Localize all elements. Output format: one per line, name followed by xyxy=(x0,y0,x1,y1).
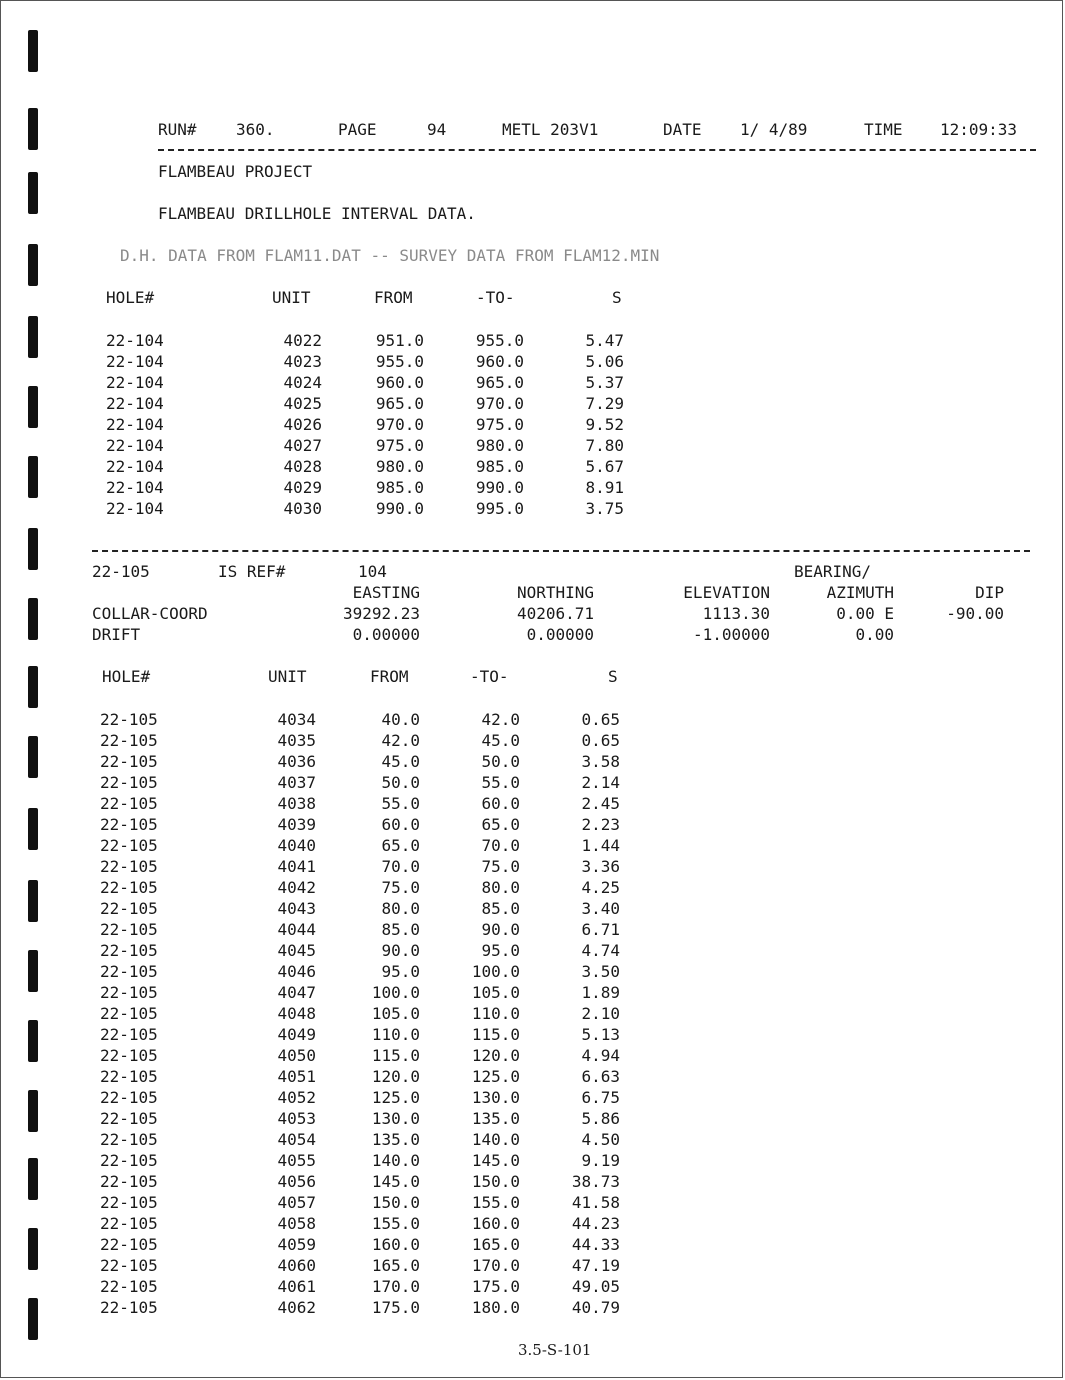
cell-from: 135.0 xyxy=(371,1130,420,1149)
cell-to: 115.0 xyxy=(471,1025,520,1044)
metl-code: METL 203V1 xyxy=(502,120,599,139)
col-to: -TO- xyxy=(476,288,515,307)
source-line: D.H. DATA FROM FLAM11.DAT -- SURVEY DATA FROM FLAM12.MIN xyxy=(120,246,660,265)
project-title: FLAMBEAU PROJECT xyxy=(158,162,313,181)
cell-from: 175.0 xyxy=(371,1298,420,1317)
cell-to: 985.0 xyxy=(475,457,524,476)
cell-unit: 4046 xyxy=(277,962,316,981)
cell-hole: 22-105 xyxy=(100,1046,158,1065)
cell-unit: 4050 xyxy=(277,1046,316,1065)
drift-label: DRIFT xyxy=(92,625,141,644)
cell-s: 8.91 xyxy=(585,478,624,497)
cell-to: 65.0 xyxy=(481,815,520,834)
cell-unit: 4055 xyxy=(277,1151,316,1170)
cell-hole: 22-105 xyxy=(100,962,158,981)
cell-from: 965.0 xyxy=(375,394,424,413)
cell-from: 110.0 xyxy=(371,1025,420,1044)
time-value: 12:09:33 xyxy=(940,120,1018,139)
cell-hole: 22-105 xyxy=(100,752,158,771)
cell-unit: 4054 xyxy=(277,1130,316,1149)
cell-hole: 22-105 xyxy=(100,1067,158,1086)
dip-label: DIP xyxy=(975,583,1004,602)
cell-unit: 4035 xyxy=(277,731,316,750)
drift-northing: 0.00000 xyxy=(526,625,594,644)
cell-unit: 4047 xyxy=(277,983,316,1002)
cell-from: 955.0 xyxy=(375,352,424,371)
cell-s: 40.79 xyxy=(571,1298,620,1317)
cell-unit: 4049 xyxy=(277,1025,316,1044)
cell-s: 47.19 xyxy=(571,1256,620,1275)
run-value: 360. xyxy=(236,120,275,139)
cell-hole: 22-105 xyxy=(100,773,158,792)
binder-mark xyxy=(28,108,38,150)
cell-unit: 4028 xyxy=(283,457,322,476)
cell-unit: 4056 xyxy=(277,1172,316,1191)
cell-unit: 4051 xyxy=(277,1067,316,1086)
cell-s: 38.73 xyxy=(571,1172,620,1191)
cell-hole: 22-105 xyxy=(100,815,158,834)
cell-unit: 4030 xyxy=(283,499,322,518)
binder-mark xyxy=(28,1020,38,1062)
cell-s: 4.50 xyxy=(581,1130,620,1149)
cell-s: 4.74 xyxy=(581,941,620,960)
northing-label: NORTHING xyxy=(516,583,594,602)
cell-to: 42.0 xyxy=(481,710,520,729)
cell-hole: 22-105 xyxy=(100,899,158,918)
azimuth-label: AZIMUTH xyxy=(826,583,894,602)
elevation-label: ELEVATION xyxy=(683,583,770,602)
cell-to: 110.0 xyxy=(471,1004,520,1023)
cell-hole: 22-104 xyxy=(106,499,164,518)
cell-to: 955.0 xyxy=(475,331,524,350)
col-unit: UNIT xyxy=(272,288,311,307)
drift-elevation: -1.00000 xyxy=(692,625,770,644)
page-label: PAGE xyxy=(338,120,377,139)
collar-elevation: 1113.30 xyxy=(702,604,770,623)
collar-northing: 40206.71 xyxy=(516,604,594,623)
cell-unit: 4044 xyxy=(277,920,316,939)
col-hole: HOLE# xyxy=(102,667,151,686)
cell-to: 100.0 xyxy=(471,962,520,981)
cell-to: 155.0 xyxy=(471,1193,520,1212)
binder-mark xyxy=(28,598,38,640)
col-from: FROM xyxy=(370,667,409,686)
cell-s: 5.67 xyxy=(585,457,624,476)
binder-mark xyxy=(28,736,38,778)
cell-to: 120.0 xyxy=(471,1046,520,1065)
drift-easting: 0.00000 xyxy=(352,625,420,644)
cell-from: 90.0 xyxy=(381,941,420,960)
cell-unit: 4037 xyxy=(277,773,316,792)
cell-unit: 4038 xyxy=(277,794,316,813)
cell-s: 7.80 xyxy=(585,436,624,455)
cell-from: 50.0 xyxy=(381,773,420,792)
bearing-label: BEARING/ xyxy=(794,562,872,581)
cell-s: 5.86 xyxy=(581,1109,620,1128)
cell-from: 45.0 xyxy=(381,752,420,771)
cell-hole: 22-105 xyxy=(100,1130,158,1149)
cell-s: 2.23 xyxy=(581,815,620,834)
header-divider xyxy=(158,149,1036,151)
cell-hole: 22-104 xyxy=(106,478,164,497)
cell-from: 40.0 xyxy=(381,710,420,729)
cell-hole: 22-105 xyxy=(100,710,158,729)
cell-unit: 4039 xyxy=(277,815,316,834)
cell-hole: 22-105 xyxy=(100,857,158,876)
cell-to: 175.0 xyxy=(471,1277,520,1296)
cell-hole: 22-105 xyxy=(100,1193,158,1212)
binder-mark xyxy=(28,666,38,708)
cell-s: 0.65 xyxy=(581,731,620,750)
cell-hole: 22-105 xyxy=(100,1004,158,1023)
cell-hole: 22-104 xyxy=(106,373,164,392)
cell-hole: 22-105 xyxy=(100,1298,158,1317)
binder-mark xyxy=(28,1158,38,1200)
page-footer-code: 3.5-S-101 xyxy=(518,1341,592,1359)
cell-s: 5.13 xyxy=(581,1025,620,1044)
cell-to: 75.0 xyxy=(481,857,520,876)
cell-s: 9.52 xyxy=(585,415,624,434)
cell-to: 975.0 xyxy=(475,415,524,434)
cell-from: 140.0 xyxy=(371,1151,420,1170)
cell-unit: 4057 xyxy=(277,1193,316,1212)
collar-coord-label: COLLAR-COORD xyxy=(92,604,208,623)
collar-dip: -90.00 xyxy=(946,604,1004,623)
cell-s: 41.58 xyxy=(571,1193,620,1212)
easting-label: EASTING xyxy=(352,583,420,602)
cell-to: 70.0 xyxy=(481,836,520,855)
cell-unit: 4042 xyxy=(277,878,316,897)
page-number: 94 xyxy=(427,120,447,139)
cell-hole: 22-105 xyxy=(100,731,158,750)
binder-mark xyxy=(28,316,38,358)
cell-s: 5.37 xyxy=(585,373,624,392)
cell-from: 115.0 xyxy=(371,1046,420,1065)
cell-unit: 4058 xyxy=(277,1214,316,1233)
binder-mark xyxy=(28,1090,38,1132)
cell-unit: 4059 xyxy=(277,1235,316,1254)
cell-to: 960.0 xyxy=(475,352,524,371)
section-divider xyxy=(92,550,1030,552)
cell-to: 965.0 xyxy=(475,373,524,392)
date-label: DATE xyxy=(663,120,702,139)
cell-hole: 22-105 xyxy=(100,1172,158,1191)
cell-hole: 22-105 xyxy=(100,836,158,855)
cell-from: 100.0 xyxy=(371,983,420,1002)
cell-s: 6.75 xyxy=(581,1088,620,1107)
cell-from: 980.0 xyxy=(375,457,424,476)
cell-from: 150.0 xyxy=(371,1193,420,1212)
ref-value: 104 xyxy=(358,562,387,581)
cell-s: 1.44 xyxy=(581,836,620,855)
cell-s: 3.36 xyxy=(581,857,620,876)
cell-from: 80.0 xyxy=(381,899,420,918)
cell-to: 990.0 xyxy=(475,478,524,497)
date-value: 1/ 4/89 xyxy=(740,120,808,139)
cell-unit: 4061 xyxy=(277,1277,316,1296)
cell-from: 125.0 xyxy=(371,1088,420,1107)
col-s: S xyxy=(612,288,622,307)
binder-mark xyxy=(28,244,38,286)
cell-to: 85.0 xyxy=(481,899,520,918)
cell-hole: 22-105 xyxy=(100,1109,158,1128)
cell-to: 125.0 xyxy=(471,1067,520,1086)
cell-from: 960.0 xyxy=(375,373,424,392)
cell-unit: 4052 xyxy=(277,1088,316,1107)
cell-from: 145.0 xyxy=(371,1172,420,1191)
cell-unit: 4048 xyxy=(277,1004,316,1023)
cell-from: 70.0 xyxy=(381,857,420,876)
cell-to: 80.0 xyxy=(481,878,520,897)
cell-from: 155.0 xyxy=(371,1214,420,1233)
cell-hole: 22-105 xyxy=(100,1088,158,1107)
cell-hole: 22-105 xyxy=(100,1256,158,1275)
collar-easting: 39292.23 xyxy=(342,604,420,623)
cell-to: 130.0 xyxy=(471,1088,520,1107)
cell-from: 951.0 xyxy=(375,331,424,350)
run-label: RUN# xyxy=(158,120,197,139)
cell-s: 1.89 xyxy=(581,983,620,1002)
cell-to: 135.0 xyxy=(471,1109,520,1128)
cell-s: 9.19 xyxy=(581,1151,620,1170)
cell-to: 95.0 xyxy=(481,941,520,960)
binder-mark xyxy=(28,880,38,922)
cell-from: 985.0 xyxy=(375,478,424,497)
cell-s: 6.71 xyxy=(581,920,620,939)
col-unit: UNIT xyxy=(268,667,307,686)
report-subtitle: FLAMBEAU DRILLHOLE INTERVAL DATA. xyxy=(158,204,476,223)
cell-s: 2.10 xyxy=(581,1004,620,1023)
cell-from: 85.0 xyxy=(381,920,420,939)
binder-mark xyxy=(28,386,38,428)
is-ref-label: IS REF# xyxy=(218,562,286,581)
binder-mark xyxy=(28,528,38,570)
drift-azimuth: 0.00 xyxy=(855,625,894,644)
cell-unit: 4062 xyxy=(277,1298,316,1317)
cell-hole: 22-105 xyxy=(100,878,158,897)
cell-unit: 4029 xyxy=(283,478,322,497)
cell-from: 120.0 xyxy=(371,1067,420,1086)
cell-hole: 22-105 xyxy=(100,1151,158,1170)
cell-from: 160.0 xyxy=(371,1235,420,1254)
cell-to: 970.0 xyxy=(475,394,524,413)
cell-unit: 4027 xyxy=(283,436,322,455)
time-label: TIME xyxy=(864,120,903,139)
cell-hole: 22-105 xyxy=(100,1277,158,1296)
cell-s: 7.29 xyxy=(585,394,624,413)
cell-to: 150.0 xyxy=(471,1172,520,1191)
cell-unit: 4041 xyxy=(277,857,316,876)
binder-mark xyxy=(28,30,38,72)
cell-hole: 22-104 xyxy=(106,394,164,413)
cell-hole: 22-105 xyxy=(100,1214,158,1233)
cell-unit: 4040 xyxy=(277,836,316,855)
col-to: -TO- xyxy=(470,667,509,686)
cell-hole: 22-104 xyxy=(106,457,164,476)
binder-mark xyxy=(28,172,38,214)
cell-to: 165.0 xyxy=(471,1235,520,1254)
cell-from: 970.0 xyxy=(375,415,424,434)
cell-s: 44.33 xyxy=(571,1235,620,1254)
cell-unit: 4024 xyxy=(283,373,322,392)
cell-s: 4.25 xyxy=(581,878,620,897)
cell-to: 995.0 xyxy=(475,499,524,518)
cell-unit: 4045 xyxy=(277,941,316,960)
cell-from: 42.0 xyxy=(381,731,420,750)
binder-mark xyxy=(28,1298,38,1340)
cell-to: 60.0 xyxy=(481,794,520,813)
cell-s: 6.63 xyxy=(581,1067,620,1086)
cell-s: 2.45 xyxy=(581,794,620,813)
cell-to: 45.0 xyxy=(481,731,520,750)
col-hole: HOLE# xyxy=(106,288,155,307)
cell-s: 2.14 xyxy=(581,773,620,792)
cell-hole: 22-105 xyxy=(100,1235,158,1254)
binder-mark xyxy=(28,456,38,498)
ref-hole: 22-105 xyxy=(92,562,150,581)
cell-from: 75.0 xyxy=(381,878,420,897)
cell-hole: 22-104 xyxy=(106,436,164,455)
cell-hole: 22-104 xyxy=(106,352,164,371)
cell-from: 990.0 xyxy=(375,499,424,518)
col-from: FROM xyxy=(374,288,413,307)
cell-to: 180.0 xyxy=(471,1298,520,1317)
cell-from: 105.0 xyxy=(371,1004,420,1023)
binder-mark xyxy=(28,950,38,992)
cell-hole: 22-105 xyxy=(100,941,158,960)
binder-mark xyxy=(28,808,38,850)
cell-from: 95.0 xyxy=(381,962,420,981)
cell-s: 4.94 xyxy=(581,1046,620,1065)
cell-hole: 22-105 xyxy=(100,794,158,813)
cell-s: 5.06 xyxy=(585,352,624,371)
cell-s: 3.75 xyxy=(585,499,624,518)
cell-unit: 4034 xyxy=(277,710,316,729)
cell-from: 165.0 xyxy=(371,1256,420,1275)
cell-to: 170.0 xyxy=(471,1256,520,1275)
cell-unit: 4053 xyxy=(277,1109,316,1128)
cell-hole: 22-104 xyxy=(106,331,164,350)
cell-hole: 22-104 xyxy=(106,415,164,434)
cell-from: 65.0 xyxy=(381,836,420,855)
cell-unit: 4022 xyxy=(283,331,322,350)
cell-hole: 22-105 xyxy=(100,920,158,939)
cell-to: 980.0 xyxy=(475,436,524,455)
cell-unit: 4023 xyxy=(283,352,322,371)
collar-azimuth: 0.00 E xyxy=(836,604,894,623)
cell-to: 90.0 xyxy=(481,920,520,939)
cell-from: 60.0 xyxy=(381,815,420,834)
cell-s: 5.47 xyxy=(585,331,624,350)
cell-to: 140.0 xyxy=(471,1130,520,1149)
cell-from: 55.0 xyxy=(381,794,420,813)
cell-unit: 4025 xyxy=(283,394,322,413)
cell-from: 975.0 xyxy=(375,436,424,455)
cell-s: 3.40 xyxy=(581,899,620,918)
cell-from: 130.0 xyxy=(371,1109,420,1128)
cell-to: 55.0 xyxy=(481,773,520,792)
cell-to: 105.0 xyxy=(471,983,520,1002)
cell-hole: 22-105 xyxy=(100,1025,158,1044)
binder-mark xyxy=(28,1228,38,1270)
cell-to: 145.0 xyxy=(471,1151,520,1170)
cell-s: 44.23 xyxy=(571,1214,620,1233)
cell-s: 0.65 xyxy=(581,710,620,729)
cell-s: 3.58 xyxy=(581,752,620,771)
cell-unit: 4043 xyxy=(277,899,316,918)
col-s: S xyxy=(608,667,618,686)
cell-unit: 4026 xyxy=(283,415,322,434)
cell-s: 49.05 xyxy=(571,1277,620,1296)
cell-unit: 4036 xyxy=(277,752,316,771)
cell-hole: 22-105 xyxy=(100,983,158,1002)
cell-s: 3.50 xyxy=(581,962,620,981)
cell-from: 170.0 xyxy=(371,1277,420,1296)
cell-to: 160.0 xyxy=(471,1214,520,1233)
cell-unit: 4060 xyxy=(277,1256,316,1275)
cell-to: 50.0 xyxy=(481,752,520,771)
